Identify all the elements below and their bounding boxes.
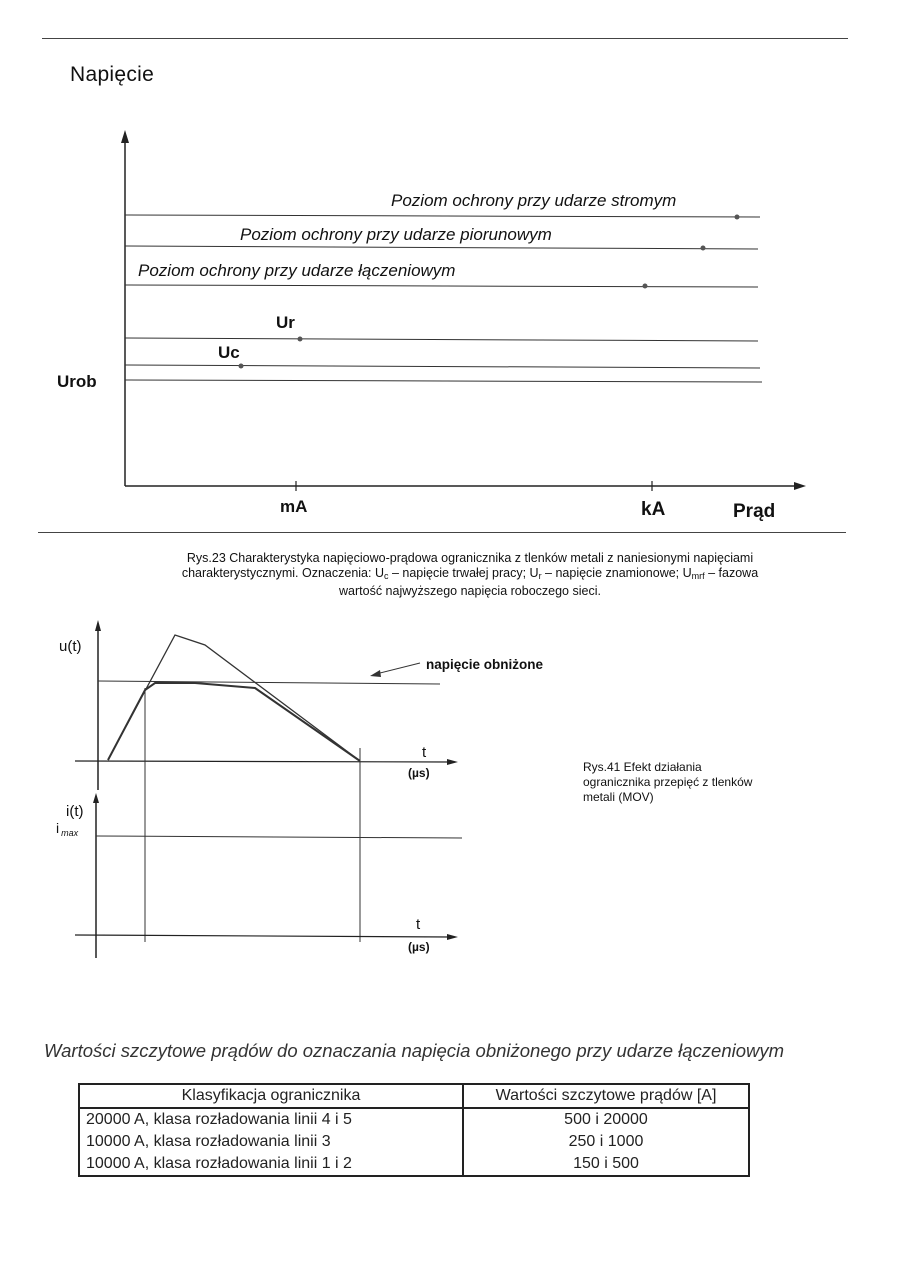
fig2-i-arrow	[93, 793, 99, 803]
label-unit-lower: (µs)	[408, 940, 430, 954]
label-imax: i $_{max}$	[56, 820, 79, 838]
table-cell-value: 500 i 20000	[463, 1108, 749, 1131]
level-label-piorunowy: Poziom ochrony przy udarze piorunowym	[240, 225, 552, 244]
imax-line	[96, 836, 462, 838]
label-prad: Prąd	[733, 501, 776, 522]
page-title: Napięcie	[70, 63, 155, 86]
annotation-arrow-line	[376, 663, 420, 674]
figure1-caption-line1: Rys.23 Charakterystyka napięciowo-prądowa ogranicznika z tlenków metali z naniesionymi napięciami	[186, 551, 754, 565]
label-t-upper: t	[422, 744, 427, 761]
table-cell-class: 10000 A, klasa rozładowania linii 3	[79, 1131, 463, 1153]
level-label-stromy: Poziom ochrony przy udarze stromym	[391, 191, 677, 210]
label-unit-upper: (µs)	[408, 766, 430, 780]
fig2-u-arrow	[95, 620, 101, 631]
figure1-caption-line2: charakterystycznymi. Oznaczenia: $U_c$ – napięcie trwałej pracy; $U_r$ – napięcie znamionowe; $U_{mrf}$ – fazowa	[181, 566, 759, 581]
impulse-limited	[108, 683, 360, 761]
figure2-caption-line3: metali (MOV)	[583, 790, 654, 804]
label-ur: Ur	[276, 313, 295, 332]
figure2-caption-line2: ogranicznika przepięć z tlenków	[583, 775, 753, 789]
fig2-t-axis-lower	[75, 935, 450, 937]
table-header-class: Klasyfikacja ogranicznika	[79, 1084, 463, 1108]
label-ka: kA	[641, 499, 666, 520]
table-row	[79, 1153, 749, 1176]
table-header-values: Wartości szczytowe prądów [A]	[463, 1084, 749, 1108]
annotation-arrowhead	[370, 670, 381, 677]
level-label-laczeniowy: Poziom ochrony przy udarze łączeniowym	[138, 261, 456, 280]
label-urob: Urob	[57, 372, 97, 391]
fig2-t-arrow-upper	[447, 759, 458, 765]
label-napiecie-obnizone: napięcie obniżone	[426, 657, 544, 672]
fig2-t-axis-upper	[75, 761, 450, 762]
impulse-original	[108, 635, 360, 761]
figure2-caption	[583, 760, 823, 805]
table-cell-value: 250 i 1000	[463, 1131, 749, 1153]
label-t-lower: t	[416, 916, 421, 933]
table-header-row	[79, 1084, 749, 1108]
table-cell-class: 20000 A, klasa rozładowania linii 4 i 5	[79, 1108, 463, 1131]
table-cell-class: 10000 A, klasa rozładowania linii 1 i 2	[79, 1153, 463, 1176]
table-cell-value: 150 i 500	[463, 1153, 749, 1176]
label-u-t: u(t)	[59, 638, 82, 655]
surge-current-table	[78, 1083, 750, 1177]
label-i-t: i(t)	[66, 803, 84, 820]
label-uc: Uc	[218, 343, 240, 362]
figure1-caption-line3: wartość najwyższego napięcia roboczego sieci.	[339, 584, 601, 598]
fig2-t-arrow-lower	[447, 934, 458, 940]
table-title: Wartości szczytowe prądów do oznaczania napięcia obniżonego przy udarze łączeniowym	[44, 1040, 785, 1061]
table-row	[79, 1108, 749, 1131]
table-row	[79, 1131, 749, 1153]
label-ma: mA	[280, 497, 308, 516]
figure2-caption-line1: Rys.41 Efekt działania	[583, 760, 702, 774]
